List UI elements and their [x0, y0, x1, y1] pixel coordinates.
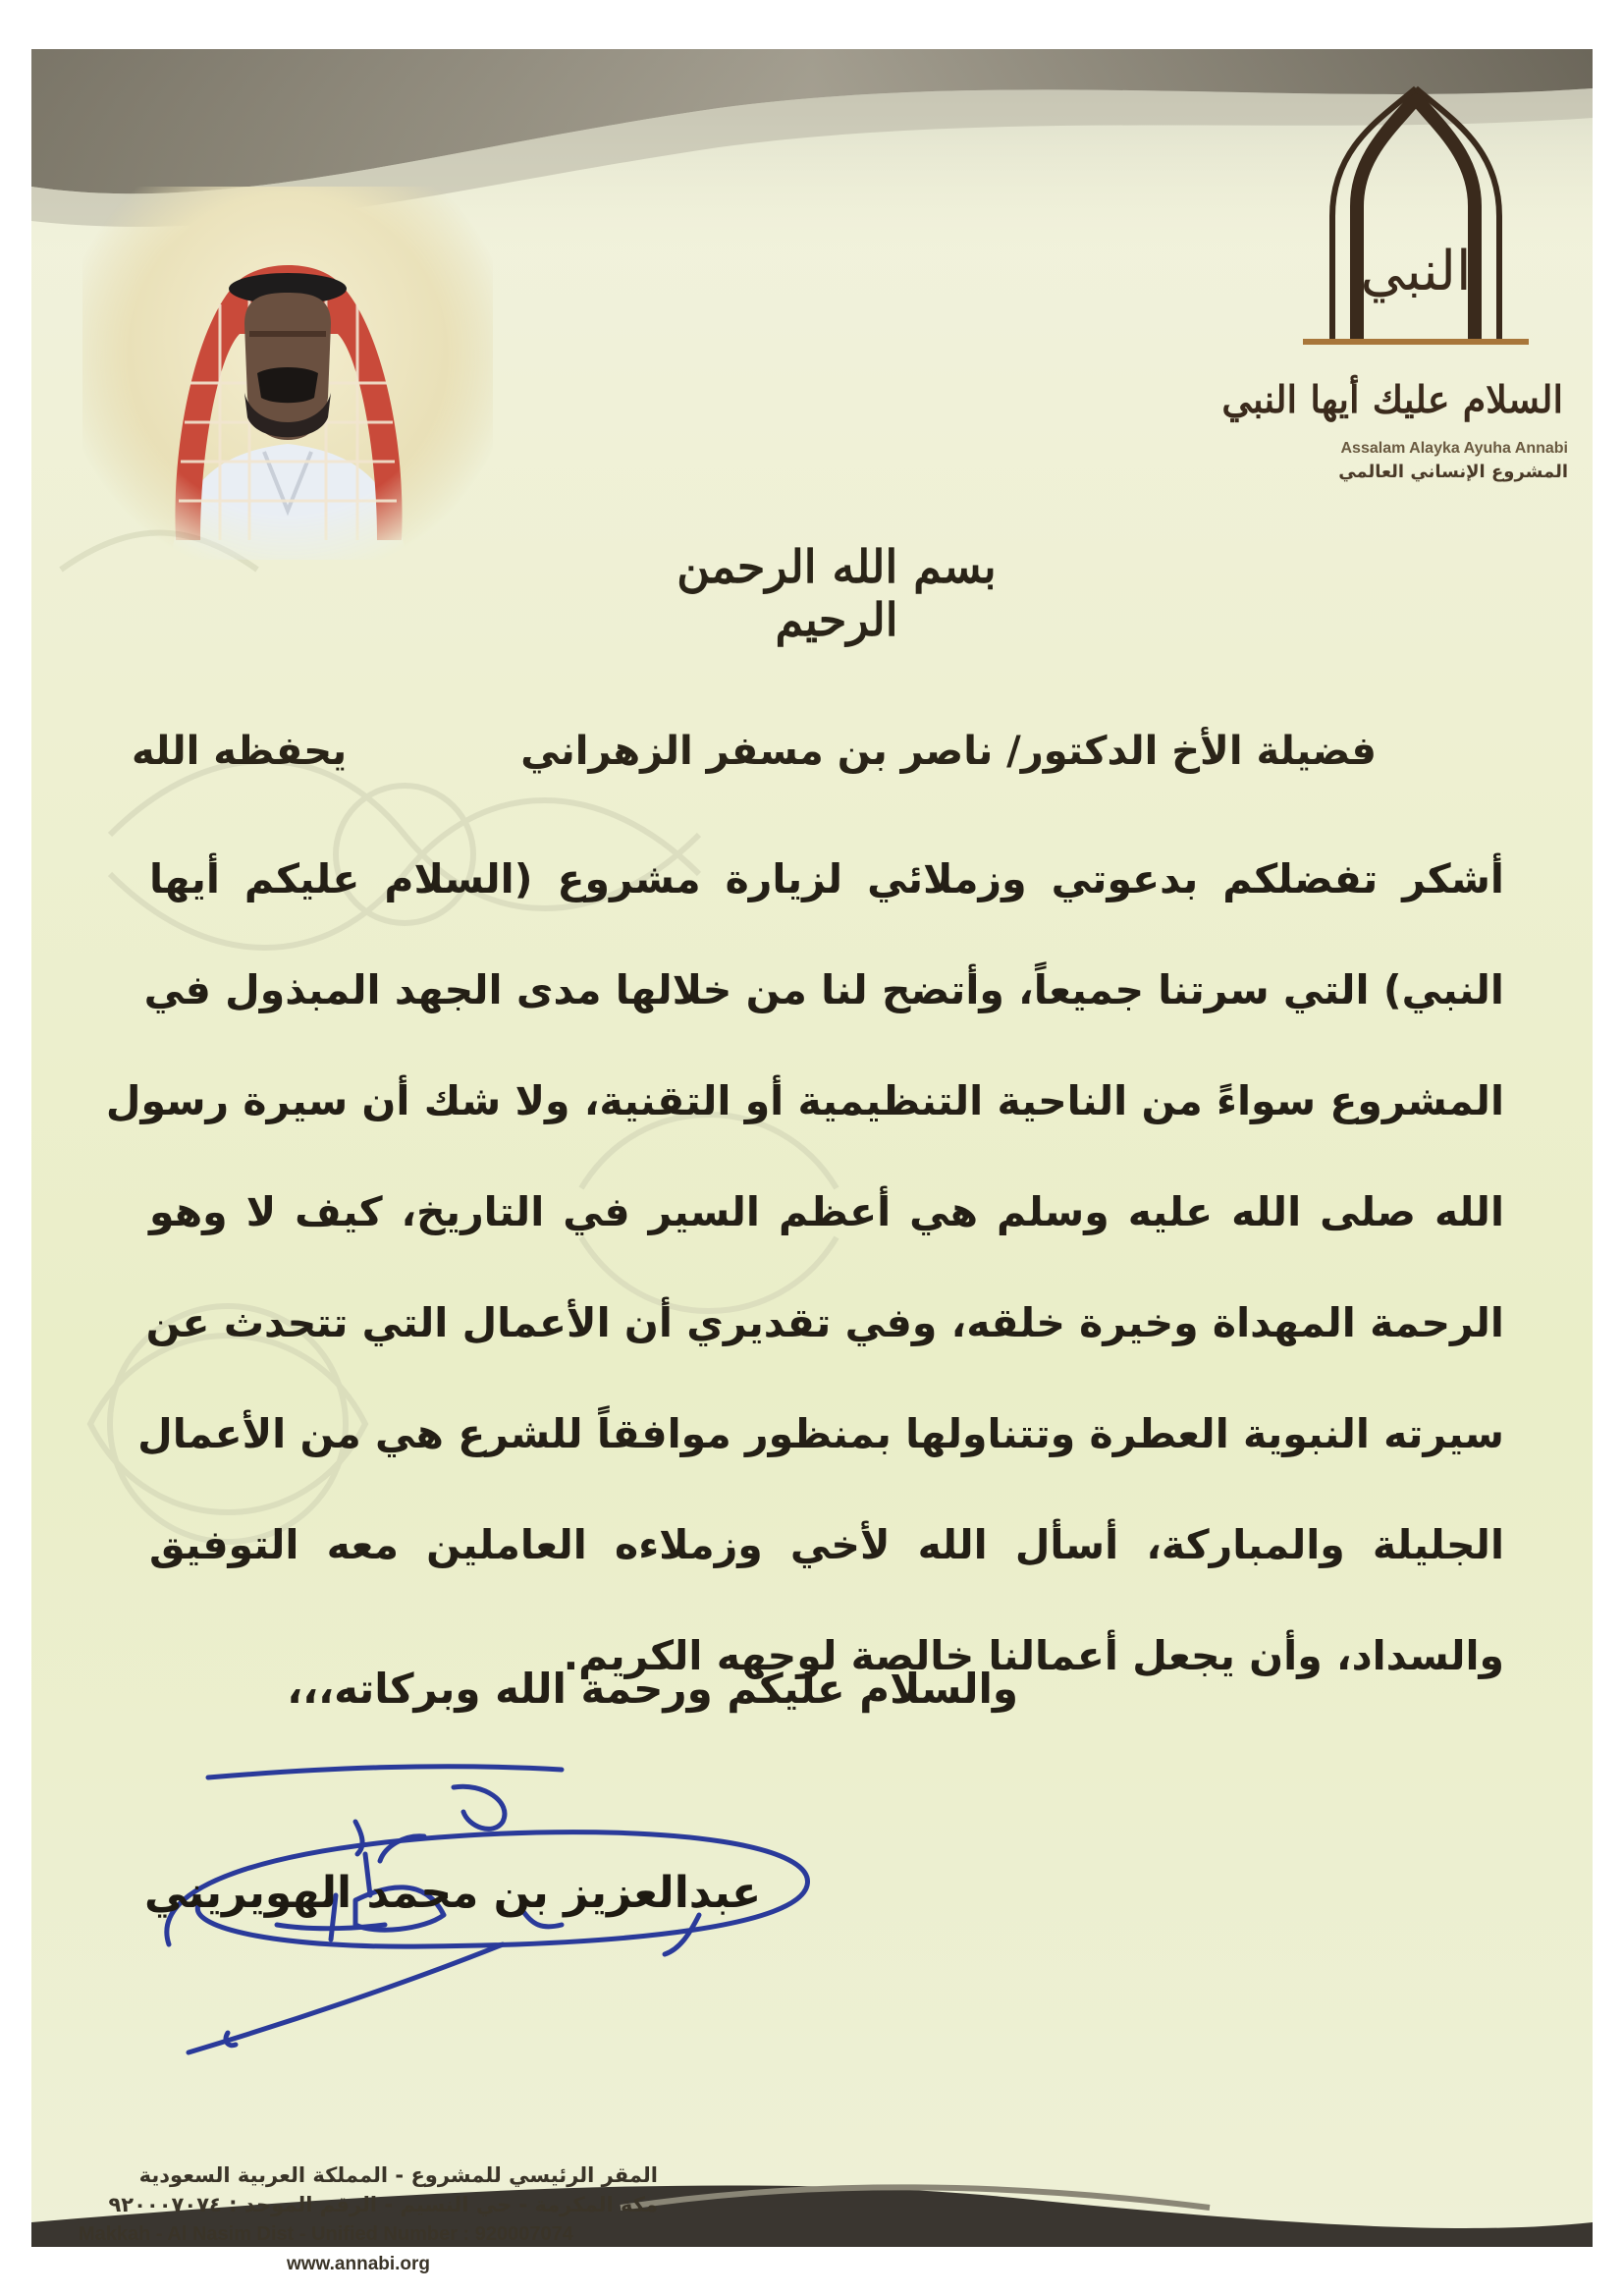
body-line: أشكر تفضلكم بدعوتي وزملائي لزيارة مشروع (السلام عليكم أيها: [149, 855, 1504, 902]
basmala-heading: بسم الله الرحمن الرحيم: [676, 540, 997, 646]
letter-sheet: [31, 49, 1593, 2274]
logo-arabic-mark: النبي: [1360, 240, 1472, 303]
body-line: سيرته النبوية العطرة وتتناولها بمنظور موافقاً للشرع هي من الأعمال: [137, 1410, 1504, 1457]
signature-handwriting-text: أخوكم: [373, 1758, 377, 1759]
body-line: الله صلى الله عليه وسلم هي أعظم السير في التاريخ، كيف لا وهو: [149, 1188, 1504, 1235]
project-logo: [1221, 88, 1568, 520]
dome-arch-icon: [1221, 88, 1568, 432]
portrait-photo-icon: [82, 187, 493, 560]
body-line: الرحمة المهداة وخيرة خلقه، وفي تقديري أن الأعمال التي تتحدث عن: [145, 1299, 1504, 1346]
footer-address-line2: مكة المكرمة - حي النسيم - الرقم الموحد : ٩٢٠٠٠٧٠٧٤: [108, 2193, 658, 2216]
footer-address-line1: المقر الرئيسي للمشروع - المملكة العربية السعودية: [138, 2163, 658, 2187]
portrait-photo: [82, 187, 493, 560]
footer-website-link[interactable]: www.annabi.org: [287, 2254, 431, 2274]
signer-name: عبدالعزيز بن محمد الهويريني: [144, 1868, 762, 1918]
body-line: النبي) التي سرتنا جميعاً، وأتضح لنا من خلالها مدى الجهد المبذول في: [143, 966, 1504, 1013]
recipient-salutation: فضيلة الأخ الدكتور/ ناصر بن مسفر الزهراني: [520, 729, 1377, 774]
footer-address-english: Makkah - Al Nasim Dist - Unified Number : 920007074: [79, 2223, 573, 2245]
logo-calligraphy: السلام عليك أيها النبي: [1221, 377, 1563, 421]
body-line: والسداد، وأن يجعل أعمالنا خالصة لوجهه الكريم.: [563, 1632, 1504, 1679]
letter-body: [105, 835, 1504, 1722]
closing-greeting: والسلام عليكم ورحمة الله وبركاته،،،: [287, 1665, 1018, 1713]
body-line: المشروع سواءً من الناحية التنظيمية أو التقنية، ولا شك أن سيرة رسول: [105, 1077, 1504, 1124]
logo-arabic-name: المشروع الإنساني العالمي: [1338, 462, 1568, 482]
body-line: الجليلة والمباركة، أسأل الله لأخي وزملاءه العاملين معه التوفيق: [149, 1521, 1504, 1568]
logo-english-name: Assalam Alayka Ayuha Annabi: [1340, 440, 1568, 457]
footer-address: [79, 2160, 707, 2280]
recipient-blessing: يحفظه الله: [132, 729, 348, 774]
